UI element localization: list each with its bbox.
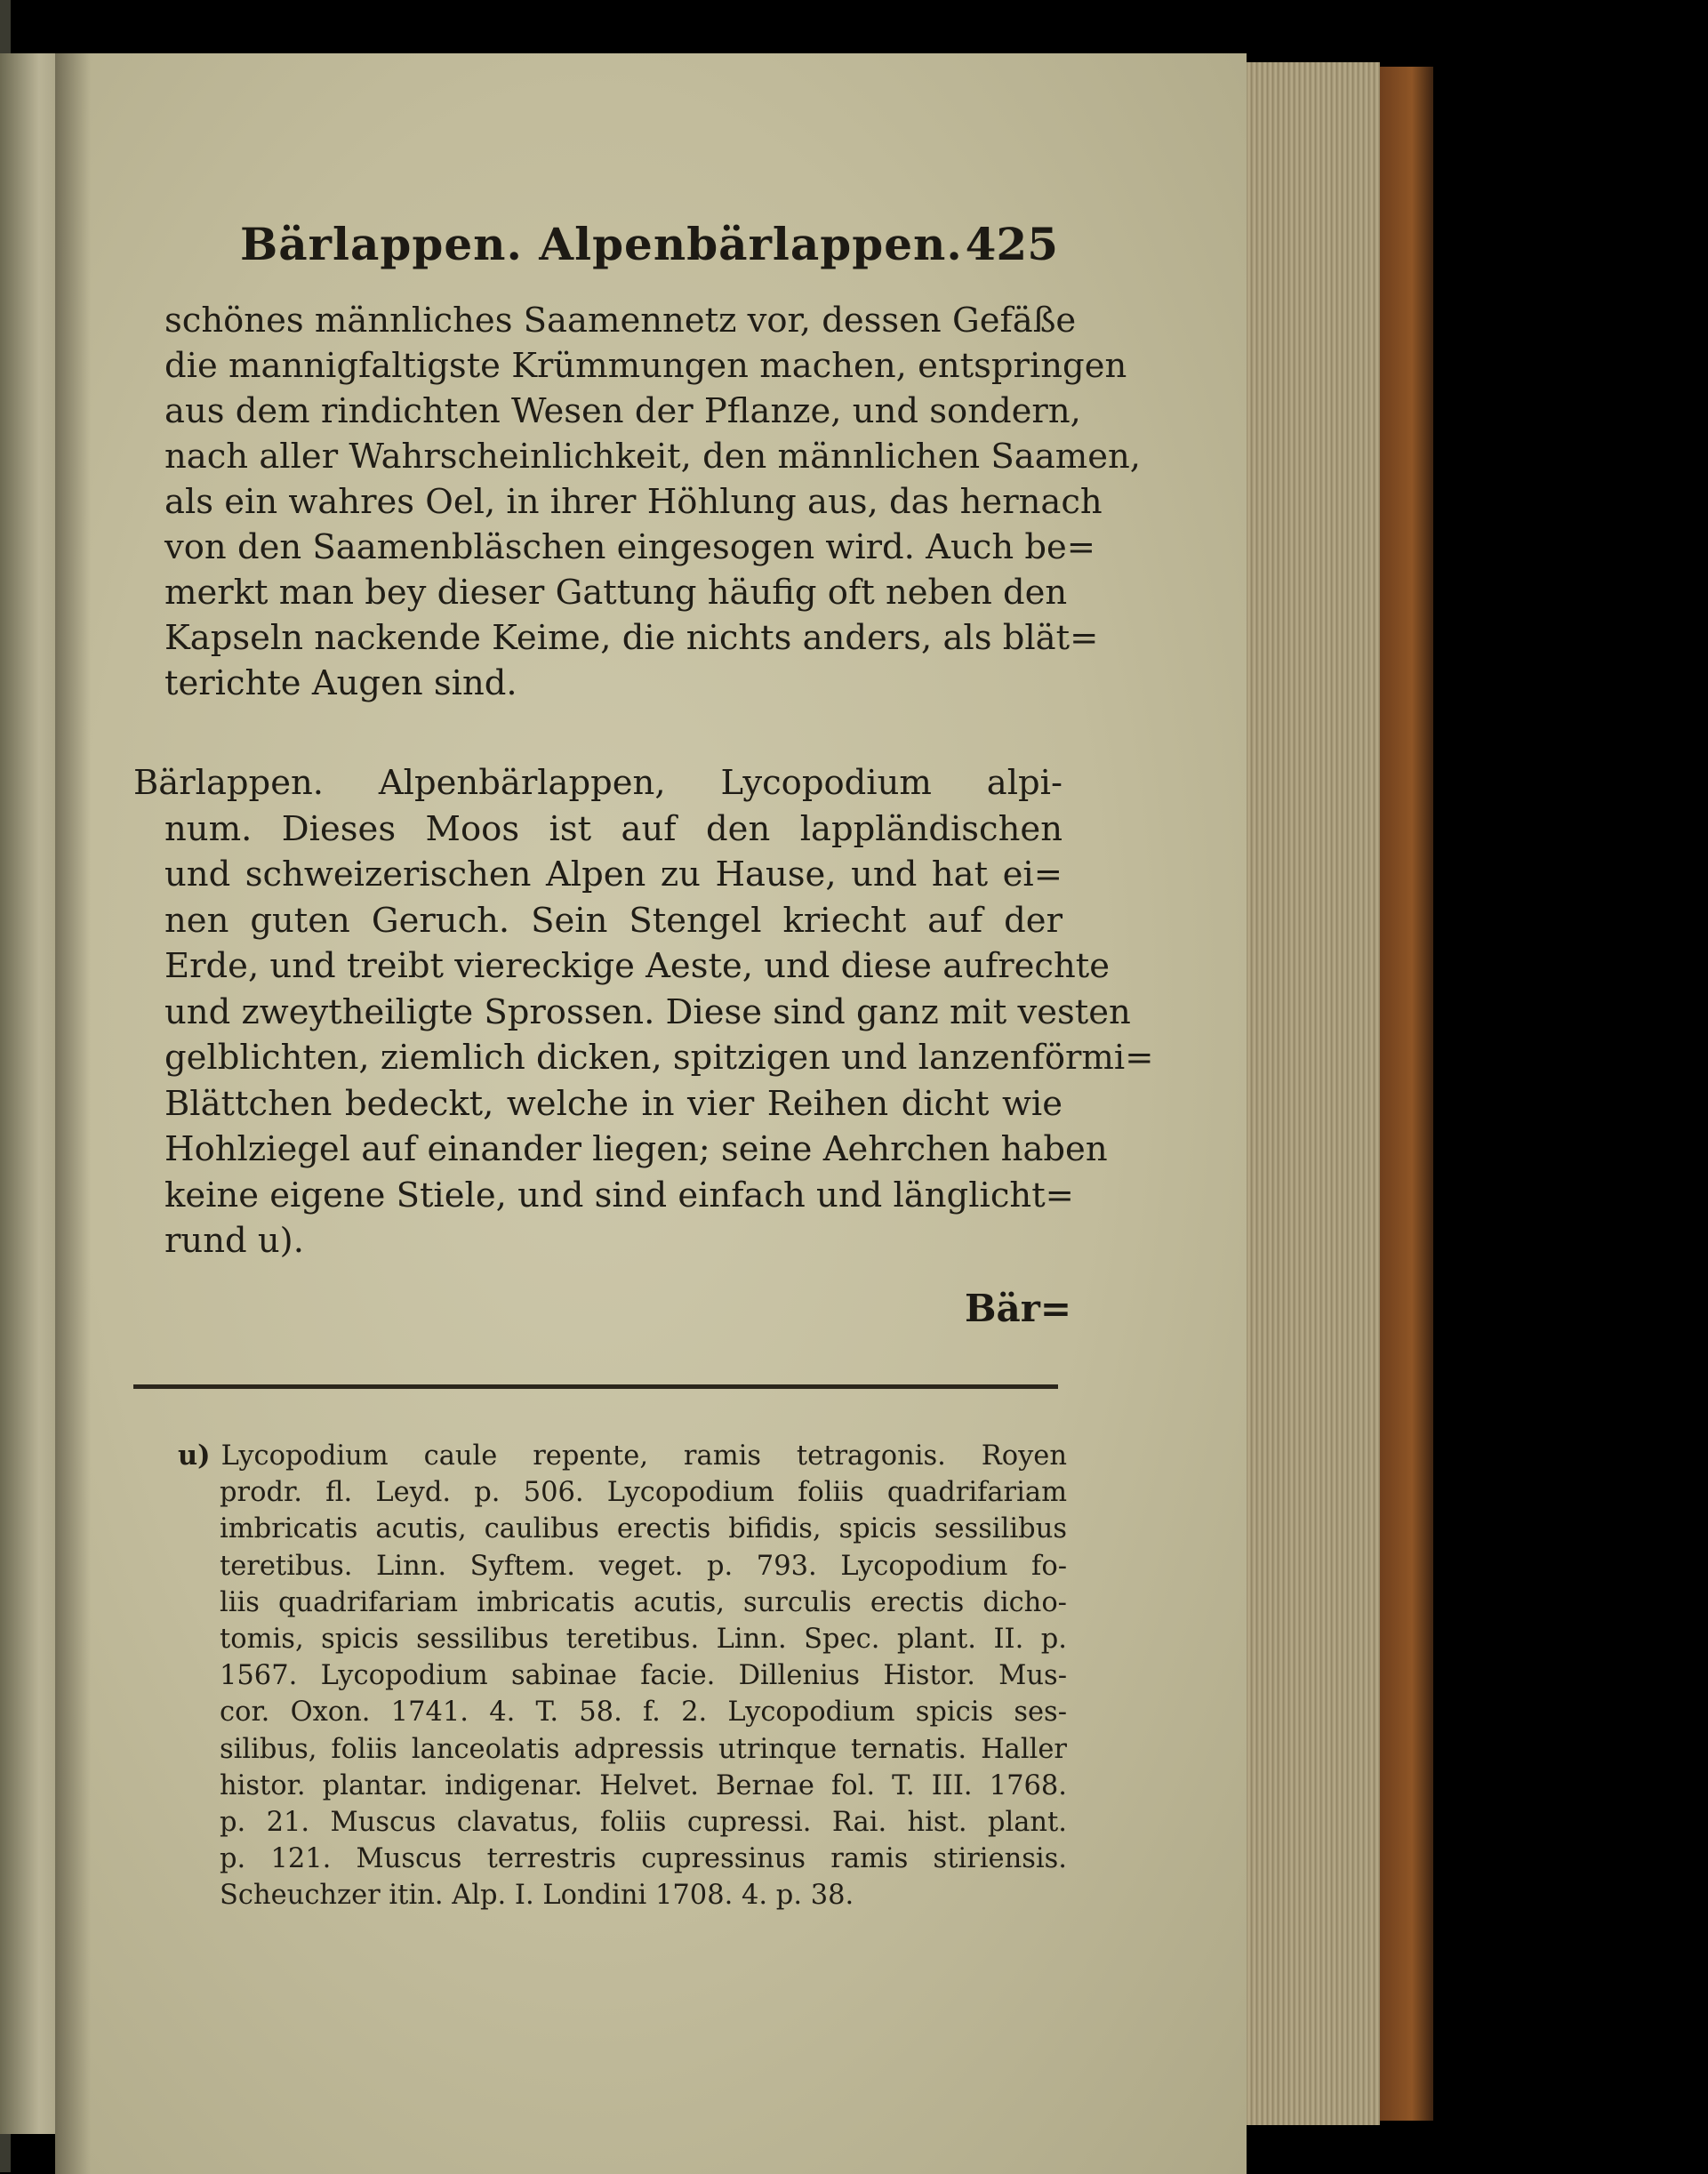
text-line: schönes männliches Saamennetz vor, dessen Gefäße — [164, 301, 1077, 341]
footnote-marker: u) — [178, 1440, 211, 1472]
text-line: und zweytheiligte Sprossen. Diese sind ganz mit vesten — [164, 991, 1131, 1032]
text-line: die mannigfaltigste Krümmungen machen, entspringen — [164, 346, 1127, 386]
running-title: Bärlappen. Alpenbärlappen. — [240, 218, 963, 270]
text-line: merkt man bey dieser Gattung häufig oft neben den — [164, 573, 1068, 613]
running-header — [240, 218, 1058, 280]
footnote-text: Lycopodium caule repente, ramis tetragonis. Royen — [221, 1440, 1067, 1472]
text-line: Erde, und treibt viereckige Aeste, und diese aufrechte — [164, 946, 1110, 986]
footnote-line — [178, 1438, 1067, 1474]
footnote-line: liis quadrifariam imbricatis acutis, surculis erectis dicho- — [220, 1586, 1067, 1618]
footnote-line: histor. plantar. indigenar. Helvet. Bernae fol. T. III. 1768. — [220, 1769, 1067, 1801]
footnote-line: prodr. fl. Leyd. p. 506. Lycopodium foliis quadrifariam — [220, 1477, 1067, 1509]
text-line: gelblichten, ziemlich dicken, spitzigen und lanzenförmi= — [164, 1038, 1154, 1078]
page-block-edges — [1247, 62, 1380, 2125]
text-line: Hohlziegel auf einander liegen; seine Aehrchen haben — [164, 1129, 1108, 1169]
text-line: von den Saamenbläschen eingesogen wird. Auch be= — [164, 527, 1096, 567]
footnote-rule — [133, 1384, 1058, 1389]
footnote-line: imbricatis acutis, caulibus erectis bifidis, spicis sessilibus — [220, 1513, 1067, 1545]
text-line: aus dem rindichten Wesen der Pflanze, und sondern, — [164, 391, 1081, 431]
text-line: als ein wahres Oel, in ihrer Höhlung aus, das hernach — [164, 482, 1103, 522]
text-line: nach aller Wahrscheinlichkeit, den männlichen Saamen, — [164, 437, 1142, 477]
page-number: 425 — [965, 218, 1058, 270]
text-line: Blättchen bedeckt, welche in vier Reihen dicht wie — [164, 1083, 1062, 1124]
footnote-line: silibus, foliis lanceolatis adpressis utrinque ternatis. Haller — [220, 1733, 1067, 1765]
paragraph-1 — [164, 298, 1142, 706]
footnote-line: p. 21. Muscus clavatus, foliis cupressi. Rai. hist. plant. — [220, 1807, 1067, 1839]
text-line: num. Dieses Moos ist auf den lappländischen — [164, 808, 1062, 849]
catchword: Bär= — [965, 1287, 1072, 1330]
text-line: Bärlappen. Alpenbärlappen, Lycopodium alpi- — [133, 763, 1062, 803]
book-cover-edge — [1380, 67, 1433, 2121]
footnote-line: teretibus. Linn. Syftem. veget. p. 793. Lycopodium fo- — [220, 1550, 1067, 1582]
text-line: und schweizerischen Alpen zu Hause, und hat ei= — [164, 854, 1062, 894]
text-line: terichte Augen sind. — [164, 663, 517, 703]
text-line: keine eigene Stiele, und sind einfach und länglicht= — [164, 1175, 1074, 1215]
text-line: rund u). — [164, 1221, 304, 1261]
text-line: nen guten Geruch. Sein Stengel kriecht auf der — [164, 900, 1062, 941]
footnote-line: 1567. Lycopodium sabinae facie. Dillenius Histor. Mus- — [220, 1660, 1067, 1692]
footnote-line: p. 121. Muscus terrestris cupressinus ramis stiriensis. — [220, 1843, 1067, 1875]
footnote-line: Scheuchzer itin. Alp. I. Londini 1708. 4. p. 38. — [220, 1880, 854, 1912]
page-gutter-shadow — [55, 53, 91, 2174]
footnote-line: tomis, spicis sessilibus teretibus. Linn. Spec. plant. II. p. — [220, 1624, 1067, 1656]
text-line: Kapseln nackende Keime, die nichts anders, als blät= — [164, 618, 1099, 658]
footnote-line: cor. Oxon. 1741. 4. T. 58. f. 2. Lycopodium spicis ses- — [220, 1697, 1067, 1729]
paragraph-2 — [133, 760, 1154, 1264]
footnote-block — [178, 1438, 1067, 1914]
